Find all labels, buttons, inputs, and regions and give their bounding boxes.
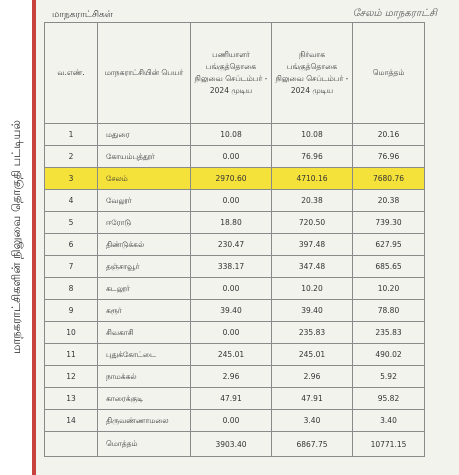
cell-sno: 9 — [45, 300, 98, 322]
cell-total: 78.80 — [353, 300, 425, 322]
table-row — [45, 124, 425, 146]
cell-total: 95.82 — [353, 388, 425, 410]
header-label: மாநகராட்சிகள் — [52, 10, 113, 20]
cell-total: 20.38 — [353, 190, 425, 212]
side-title — [0, 0, 34, 475]
cell-admin: 2.96 — [272, 366, 353, 388]
cell-total: 7680.76 — [353, 168, 425, 190]
cell-name: கரூர் — [98, 300, 191, 322]
table-row — [45, 278, 425, 300]
table-row — [45, 344, 425, 366]
cell-staff: 0.00 — [191, 278, 272, 300]
cell-admin: 76.96 — [272, 146, 353, 168]
cell-sno: 4 — [45, 190, 98, 212]
cell-total: 627.95 — [353, 234, 425, 256]
cell-sno: 11 — [45, 344, 98, 366]
table-row — [45, 388, 425, 410]
cell-sno: 2 — [45, 146, 98, 168]
cell-total: 3.40 — [353, 410, 425, 432]
cell-staff: 0.00 — [191, 410, 272, 432]
cell-name: ஈரோடு — [98, 212, 191, 234]
cell-sno: 13 — [45, 388, 98, 410]
cell-name: மதுரை — [98, 124, 191, 146]
cell-name: திண்டுக்கல் — [98, 234, 191, 256]
table-row — [45, 410, 425, 432]
cell-staff: 245.01 — [191, 344, 272, 366]
cell-admin: 10.20 — [272, 278, 353, 300]
document-photo — [32, 0, 459, 475]
cell-total: 76.96 — [353, 146, 425, 168]
table-header-row — [45, 23, 425, 124]
cell-staff: 47.91 — [191, 388, 272, 410]
cell-total: 490.02 — [353, 344, 425, 366]
cell-total: 739.30 — [353, 212, 425, 234]
cell-staff: 0.00 — [191, 322, 272, 344]
cell-admin: 10.08 — [272, 124, 353, 146]
table-row — [45, 212, 425, 234]
arrears-table — [44, 22, 425, 457]
total-admin: 6867.75 — [272, 432, 353, 457]
cell-admin: 47.91 — [272, 388, 353, 410]
cell-sno: 7 — [45, 256, 98, 278]
cell-name: வேலூர் — [98, 190, 191, 212]
cell-sno: 1 — [45, 124, 98, 146]
cell-sno: 5 — [45, 212, 98, 234]
cell-staff: 0.00 — [191, 190, 272, 212]
cell-admin: 39.40 — [272, 300, 353, 322]
table-row — [45, 322, 425, 344]
cell-sno: 3 — [45, 168, 98, 190]
cell-admin: 347.48 — [272, 256, 353, 278]
cell-name: நாமக்கல் — [98, 366, 191, 388]
table-row — [45, 190, 425, 212]
cell-total: 685.65 — [353, 256, 425, 278]
cell-staff: 2.96 — [191, 366, 272, 388]
cell-staff: 0.00 — [191, 146, 272, 168]
header-admin: நிர்வாக பங்குத்தொகை நிலுவை செப்டம்பர் - 2024 முடிய — [272, 23, 353, 124]
cell-name: கடலூர் — [98, 278, 191, 300]
table-row — [45, 234, 425, 256]
header-total: மொத்தம் — [353, 23, 425, 124]
cell-admin: 397.48 — [272, 234, 353, 256]
cell-staff: 39.40 — [191, 300, 272, 322]
table-row — [45, 300, 425, 322]
cell-staff: 230.47 — [191, 234, 272, 256]
cell-name: திருவண்ணாமலை — [98, 410, 191, 432]
header-staff: பணியாளர் பங்குத்தொகை நிலுவை செப்டம்பர் - 2024 முடிய — [191, 23, 272, 124]
header-sno: வ.எண். — [45, 23, 98, 124]
cell-name: தஞ்சாவூர் — [98, 256, 191, 278]
cell-admin: 235.83 — [272, 322, 353, 344]
cell-name: கோயம்புத்தூர் — [98, 146, 191, 168]
cell-sno: 12 — [45, 366, 98, 388]
cell-staff: 338.17 — [191, 256, 272, 278]
cell-admin: 4710.16 — [272, 168, 353, 190]
table-row — [45, 366, 425, 388]
table-row-highlighted — [45, 168, 425, 190]
cell-total-blank — [45, 432, 98, 457]
cell-admin: 720.50 — [272, 212, 353, 234]
cell-sno: 14 — [45, 410, 98, 432]
cell-admin: 3.40 — [272, 410, 353, 432]
cell-staff: 2970.60 — [191, 168, 272, 190]
total-label: மொத்தம் — [98, 432, 191, 457]
header-name: மாநகராட்சியின் பெயர் — [98, 23, 191, 124]
table-row — [45, 256, 425, 278]
cell-total: 5.92 — [353, 366, 425, 388]
cell-name: காரைக்குடி — [98, 388, 191, 410]
table-row — [45, 146, 425, 168]
handwritten-note: சேலம் மாநகராட்சி — [352, 8, 437, 19]
cell-total: 20.16 — [353, 124, 425, 146]
cell-admin: 20.38 — [272, 190, 353, 212]
cell-admin: 245.01 — [272, 344, 353, 366]
total-staff: 3903.40 — [191, 432, 272, 457]
cell-sno: 10 — [45, 322, 98, 344]
cell-name: சிவகாசி — [98, 322, 191, 344]
total-row — [45, 432, 425, 457]
cell-total: 235.83 — [353, 322, 425, 344]
cell-staff: 10.08 — [191, 124, 272, 146]
cell-total: 10.20 — [353, 278, 425, 300]
cell-name: சேலம் — [98, 168, 191, 190]
cell-sno: 8 — [45, 278, 98, 300]
total-total: 10771.15 — [353, 432, 425, 457]
cell-name: புதுக்கோட்டை — [98, 344, 191, 366]
side-title-text: மாநகராட்சிகளின் நிலுவை தொகுதி பட்டியல் — [9, 120, 23, 354]
cell-staff: 18.80 — [191, 212, 272, 234]
cell-sno: 6 — [45, 234, 98, 256]
